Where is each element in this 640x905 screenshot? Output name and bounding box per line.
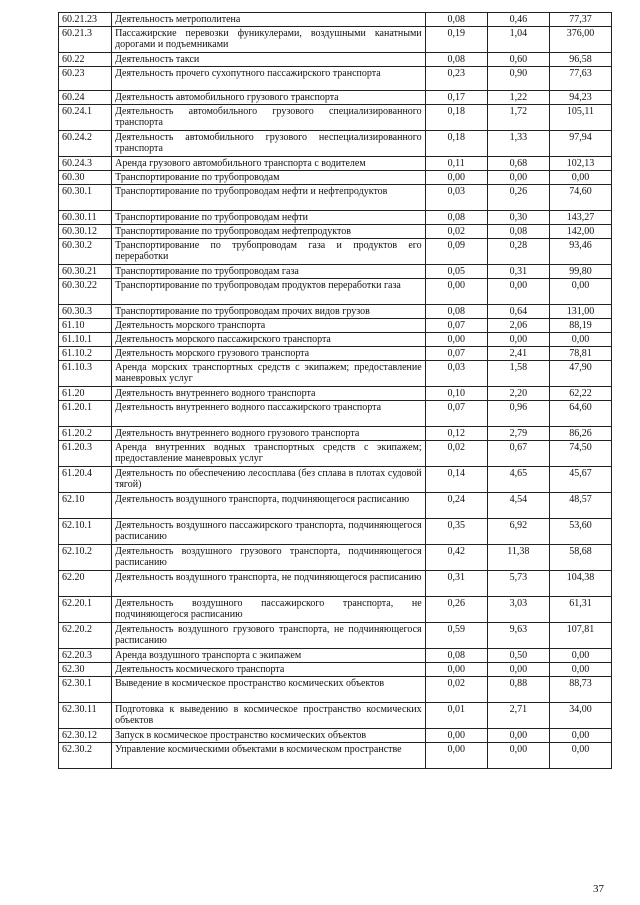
value-col-2: 2,71 [487,703,549,729]
activity-code: 61.20.2 [59,427,112,441]
table-row [59,703,612,729]
activity-code: 62.10.2 [59,545,112,571]
activity-name: Транспортирование по трубопроводам газа [112,265,426,279]
value-col-1: 0,10 [425,387,487,401]
value-col-2: 2,79 [487,427,549,441]
value-col-1: 0,17 [425,91,487,105]
activity-name: Деятельность метрополитена [112,13,426,27]
table-body [59,13,612,769]
value-col-1: 0,59 [425,623,487,649]
value-col-2: 5,73 [487,571,549,597]
value-col-3: 48,57 [549,493,611,519]
activity-table [58,12,612,769]
value-col-1: 0,08 [425,649,487,663]
table-row [59,387,612,401]
value-col-1: 0,26 [425,597,487,623]
value-col-1: 0,12 [425,427,487,441]
table-row [59,157,612,171]
activity-code: 60.30.12 [59,225,112,239]
value-col-3: 102,13 [549,157,611,171]
value-col-3: 78,81 [549,347,611,361]
value-col-1: 0,35 [425,519,487,545]
activity-name: Деятельность воздушного пассажирского транспорта, не подчиняющегося расписанию [112,597,426,623]
activity-name: Деятельность морского транспорта [112,319,426,333]
activity-code: 60.30 [59,171,112,185]
value-col-2: 11,38 [487,545,549,571]
value-col-3: 93,46 [549,239,611,265]
value-col-2: 1,58 [487,361,549,387]
value-col-2: 0,00 [487,279,549,305]
activity-name: Деятельность воздушного пассажирского транспорта, подчиняющегося расписанию [112,519,426,545]
value-col-3: 88,19 [549,319,611,333]
activity-name: Аренда воздушного транспорта с экипажем [112,649,426,663]
table-row [59,677,612,703]
value-col-1: 0,08 [425,53,487,67]
value-col-3: 62,22 [549,387,611,401]
activity-code: 60.24.1 [59,105,112,131]
value-col-3: 0,00 [549,279,611,305]
activity-code: 62.30.11 [59,703,112,729]
table-row [59,67,612,91]
table-row [59,225,612,239]
activity-code: 62.20.1 [59,597,112,623]
value-col-3: 77,63 [549,67,611,91]
table-row [59,279,612,305]
value-col-1: 0,07 [425,319,487,333]
value-col-3: 99,80 [549,265,611,279]
activity-code: 60.23 [59,67,112,91]
value-col-3: 143,27 [549,211,611,225]
value-col-3: 88,73 [549,677,611,703]
page-number: 37 [593,883,604,895]
table-row [59,401,612,427]
table-row [59,467,612,493]
activity-name: Деятельность прочего сухопутного пассажирского транспорта [112,67,426,91]
activity-code: 61.10.2 [59,347,112,361]
activity-code: 62.10 [59,493,112,519]
value-col-3: 376,00 [549,27,611,53]
value-col-3: 0,00 [549,333,611,347]
value-col-2: 0,88 [487,677,549,703]
value-col-3: 0,00 [549,171,611,185]
value-col-2: 1,22 [487,91,549,105]
activity-name: Деятельность морского пассажирского транспорта [112,333,426,347]
activity-name: Транспортирование по трубопроводам прочих видов грузов [112,305,426,319]
activity-code: 60.30.2 [59,239,112,265]
value-col-3: 96,58 [549,53,611,67]
table-row [59,663,612,677]
activity-name: Аренда морских транспортных средств с экипажем; предоставление маневровых услуг [112,361,426,387]
activity-name: Деятельность морского грузового транспорта [112,347,426,361]
activity-name: Деятельность автомобильного грузового неспециализированного транспорта [112,131,426,157]
table-row [59,427,612,441]
table-row [59,729,612,743]
activity-name: Транспортирование по трубопроводам нефтепродуктов [112,225,426,239]
activity-name: Деятельность автомобильного грузового транспорта [112,91,426,105]
table-row [59,361,612,387]
value-col-2: 0,96 [487,401,549,427]
value-col-2: 0,67 [487,441,549,467]
activity-code: 62.10.1 [59,519,112,545]
table-row [59,171,612,185]
activity-code: 60.30.1 [59,185,112,211]
activity-name: Деятельность воздушного грузового транспорта, подчиняющегося расписанию [112,545,426,571]
table-row [59,545,612,571]
activity-code: 61.20.4 [59,467,112,493]
value-col-3: 61,31 [549,597,611,623]
table-row [59,91,612,105]
activity-name: Транспортирование по трубопроводам продуктов переработки газа [112,279,426,305]
value-col-3: 58,68 [549,545,611,571]
value-col-1: 0,00 [425,279,487,305]
value-col-3: 53,60 [549,519,611,545]
value-col-2: 0,08 [487,225,549,239]
value-col-3: 97,94 [549,131,611,157]
value-col-1: 0,31 [425,571,487,597]
activity-name: Транспортирование по трубопроводам [112,171,426,185]
value-col-1: 0,07 [425,347,487,361]
value-col-1: 0,02 [425,225,487,239]
value-col-2: 0,30 [487,211,549,225]
value-col-2: 3,03 [487,597,549,623]
value-col-3: 131,00 [549,305,611,319]
value-col-1: 0,14 [425,467,487,493]
value-col-3: 94,23 [549,91,611,105]
activity-code: 60.24 [59,91,112,105]
table-row [59,305,612,319]
value-col-1: 0,09 [425,239,487,265]
value-col-2: 0,00 [487,729,549,743]
activity-code: 60.24.3 [59,157,112,171]
value-col-2: 1,72 [487,105,549,131]
value-col-1: 0,00 [425,729,487,743]
table-row [59,597,612,623]
activity-name: Транспортирование по трубопроводам нефти [112,211,426,225]
activity-code: 62.20 [59,571,112,597]
value-col-1: 0,05 [425,265,487,279]
activity-code: 62.30 [59,663,112,677]
value-col-1: 0,11 [425,157,487,171]
value-col-3: 77,37 [549,13,611,27]
table-row [59,649,612,663]
value-col-1: 0,24 [425,493,487,519]
value-col-2: 0,60 [487,53,549,67]
value-col-1: 0,07 [425,401,487,427]
table-row [59,13,612,27]
activity-name: Деятельность воздушного транспорта, не подчиняющегося расписанию [112,571,426,597]
activity-code: 62.30.2 [59,743,112,769]
activity-code: 61.20.1 [59,401,112,427]
value-col-3: 0,00 [549,729,611,743]
activity-code: 62.30.12 [59,729,112,743]
table-row [59,105,612,131]
value-col-2: 9,63 [487,623,549,649]
value-col-3: 107,81 [549,623,611,649]
activity-name: Аренда грузового автомобильного транспорта с водителем [112,157,426,171]
activity-name: Деятельность внутреннего водного транспорта [112,387,426,401]
value-col-1: 0,00 [425,171,487,185]
value-col-2: 0,46 [487,13,549,27]
activity-name: Пассажирские перевозки фуникулерами, воздушными канатными дорогами и подъемниками [112,27,426,53]
value-col-2: 0,90 [487,67,549,91]
value-col-1: 0,02 [425,441,487,467]
value-col-2: 2,41 [487,347,549,361]
table-row [59,441,612,467]
value-col-2: 2,06 [487,319,549,333]
activity-code: 61.20 [59,387,112,401]
activity-name: Выведение в космическое пространство космических объектов [112,677,426,703]
activity-name: Деятельность внутреннего водного пассажирского транспорта [112,401,426,427]
value-col-3: 74,50 [549,441,611,467]
value-col-2: 0,26 [487,185,549,211]
value-col-2: 1,33 [487,131,549,157]
activity-code: 62.20.2 [59,623,112,649]
value-col-1: 0,03 [425,185,487,211]
value-col-3: 142,00 [549,225,611,239]
value-col-3: 0,00 [549,663,611,677]
table-row [59,265,612,279]
activity-code: 61.10 [59,319,112,333]
value-col-3: 0,00 [549,743,611,769]
activity-name: Запуск в космическое пространство космических объектов [112,729,426,743]
value-col-2: 4,54 [487,493,549,519]
table-row [59,347,612,361]
table-row [59,319,612,333]
table-row [59,571,612,597]
activity-code: 60.30.22 [59,279,112,305]
activity-name: Аренда внутренних водных транспортных средств с экипажем; предоставление маневровых услуг [112,441,426,467]
activity-code: 61.10.3 [59,361,112,387]
value-col-1: 0,00 [425,333,487,347]
table-row [59,333,612,347]
value-col-2: 6,92 [487,519,549,545]
activity-code: 62.30.1 [59,677,112,703]
activity-code: 60.21.23 [59,13,112,27]
table-row [59,743,612,769]
value-col-2: 0,00 [487,333,549,347]
value-col-3: 64,60 [549,401,611,427]
activity-code: 60.22 [59,53,112,67]
activity-name: Деятельность автомобильного грузового специализированного транспорта [112,105,426,131]
value-col-2: 2,20 [487,387,549,401]
value-col-3: 45,67 [549,467,611,493]
activity-name: Управление космическими объектами в космическом пространстве [112,743,426,769]
value-col-2: 0,50 [487,649,549,663]
activity-name: Деятельность космического транспорта [112,663,426,677]
activity-name: Деятельность такси [112,53,426,67]
activity-name: Транспортирование по трубопроводам газа и продуктов его переработки [112,239,426,265]
value-col-1: 0,00 [425,663,487,677]
activity-code: 60.21.3 [59,27,112,53]
value-col-1: 0,08 [425,13,487,27]
value-col-3: 104,38 [549,571,611,597]
table-row [59,185,612,211]
value-col-3: 34,00 [549,703,611,729]
value-col-1: 0,18 [425,131,487,157]
activity-code: 60.30.11 [59,211,112,225]
activity-name: Подготовка к выведению в космическое пространство космических объектов [112,703,426,729]
value-col-3: 105,11 [549,105,611,131]
table-row [59,493,612,519]
activity-code: 61.10.1 [59,333,112,347]
value-col-2: 0,64 [487,305,549,319]
activity-code: 60.30.3 [59,305,112,319]
value-col-1: 0,08 [425,305,487,319]
value-col-2: 4,65 [487,467,549,493]
table-row [59,27,612,53]
table-row [59,53,612,67]
value-col-1: 0,02 [425,677,487,703]
value-col-3: 86,26 [549,427,611,441]
value-col-2: 0,28 [487,239,549,265]
activity-code: 60.24.2 [59,131,112,157]
value-col-2: 0,00 [487,171,549,185]
value-col-2: 1,04 [487,27,549,53]
value-col-3: 74,60 [549,185,611,211]
value-col-1: 0,18 [425,105,487,131]
value-col-1: 0,03 [425,361,487,387]
table-row [59,623,612,649]
value-col-1: 0,23 [425,67,487,91]
activity-name: Деятельность воздушного грузового транспорта, не подчиняющегося расписанию [112,623,426,649]
value-col-1: 0,01 [425,703,487,729]
value-col-3: 0,00 [549,649,611,663]
activity-name: Деятельность внутреннего водного грузового транспорта [112,427,426,441]
value-col-3: 47,90 [549,361,611,387]
table-row [59,239,612,265]
table-row [59,131,612,157]
value-col-2: 0,31 [487,265,549,279]
value-col-2: 0,00 [487,663,549,677]
activity-name: Деятельность по обеспечению лесосплава (без сплава в плотах судовой тягой) [112,467,426,493]
value-col-1: 0,19 [425,27,487,53]
value-col-2: 0,00 [487,743,549,769]
value-col-1: 0,00 [425,743,487,769]
activity-name: Транспортирование по трубопроводам нефти и нефтепродуктов [112,185,426,211]
activity-code: 60.30.21 [59,265,112,279]
activity-name: Деятельность воздушного транспорта, подчиняющегося расписанию [112,493,426,519]
activity-code: 62.20.3 [59,649,112,663]
value-col-2: 0,68 [487,157,549,171]
activity-code: 61.20.3 [59,441,112,467]
table-row [59,211,612,225]
value-col-1: 0,08 [425,211,487,225]
value-col-1: 0,42 [425,545,487,571]
table-row [59,519,612,545]
